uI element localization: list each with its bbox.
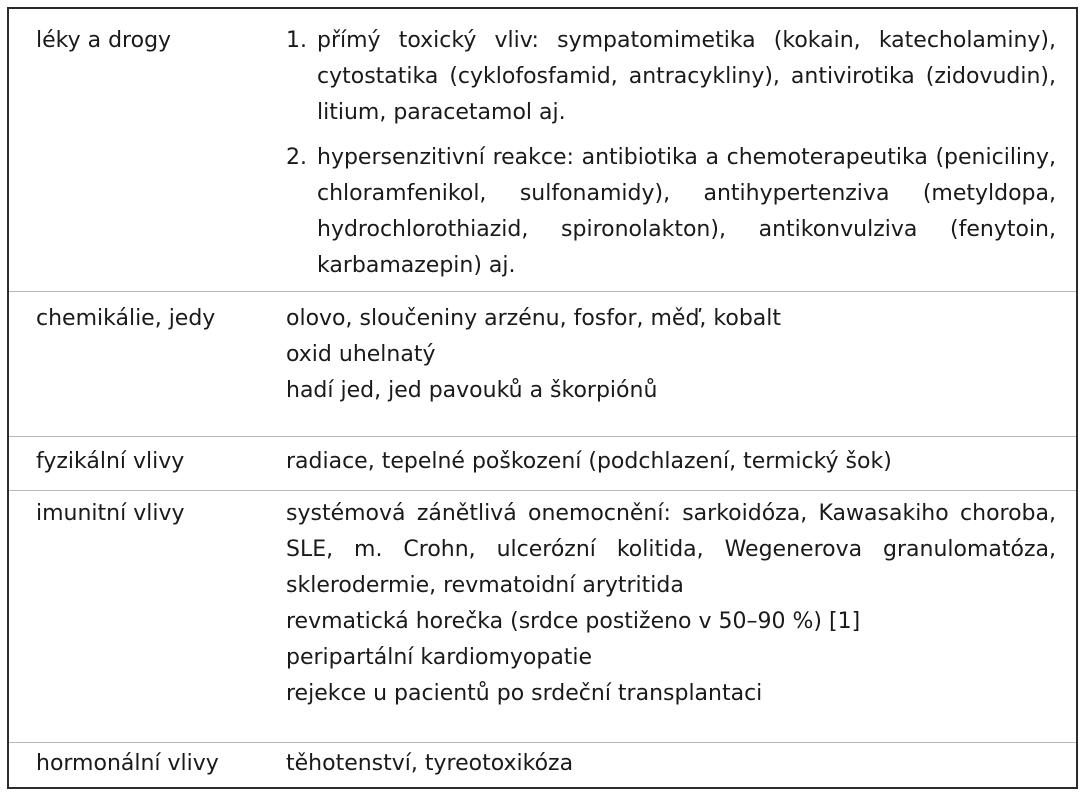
item-text: přímý toxický vliv: sympatomimetika (kokain, katecholaminy), cytostatika (cyklofosfamid, antracykliny), antivirotika (zidovudin), litium, paracetamol aj. xyxy=(317,28,1056,125)
content-line: peripartální kardiomyopatie xyxy=(286,645,593,670)
row-category: léky a drogy xyxy=(36,28,172,53)
content-line: radiace, tepelné poškození (podchlazení, termický šok) xyxy=(286,449,892,474)
causes-table xyxy=(7,7,1078,789)
item-text: hypersenzitivní reakce: antibiotika a chemoterapeutika (peniciliny, chloramfenikol, sulfonamidy), antihypertenziva (metyldopa, hydrochlorothiazid, spironolakton), antikonvulziva (fenytoin, karbamazepin) aj. xyxy=(317,145,1056,278)
row-divider xyxy=(9,742,1076,743)
content-line: oxid uhelnatý xyxy=(286,342,436,367)
row-content xyxy=(286,746,1056,782)
row-divider xyxy=(9,291,1076,292)
row-category: chemikálie, jedy xyxy=(36,306,216,331)
item-number: 1. xyxy=(286,28,307,53)
row-divider xyxy=(9,490,1076,491)
content-line: olovo, sloučeniny arzénu, fosfor, měď, kobalt xyxy=(286,306,782,331)
content-line: rejekce u pacientů po srdeční transplantaci xyxy=(286,681,763,706)
content-line: hadí jed, jed pavouků a škorpiónů xyxy=(286,378,658,403)
list-item xyxy=(286,140,1056,284)
item-number: 2. xyxy=(286,145,307,170)
row-category: imunitní vlivy xyxy=(36,501,185,526)
content-line: těhotenství, tyreotoxikóza xyxy=(286,751,574,776)
list-item xyxy=(286,23,1056,131)
row-content xyxy=(286,23,1056,284)
content-line: systémová zánětlivá onemocnění: sarkoidóza, Kawasakiho choroba, SLE, m. Crohn, ulcerózní kolitida, Wegenerova granulomatóza, sklerodermie, revmatoidní arytritida xyxy=(286,501,1056,598)
row-content xyxy=(286,301,1056,409)
content-line: revmatická horečka (srdce postiženo v 50–90 %) [1] xyxy=(286,609,861,634)
row-category: fyzikální vlivy xyxy=(36,449,185,474)
row-content xyxy=(286,496,1056,712)
row-category: hormonální vlivy xyxy=(36,751,219,776)
row-content xyxy=(286,444,1056,480)
row-divider xyxy=(9,436,1076,437)
